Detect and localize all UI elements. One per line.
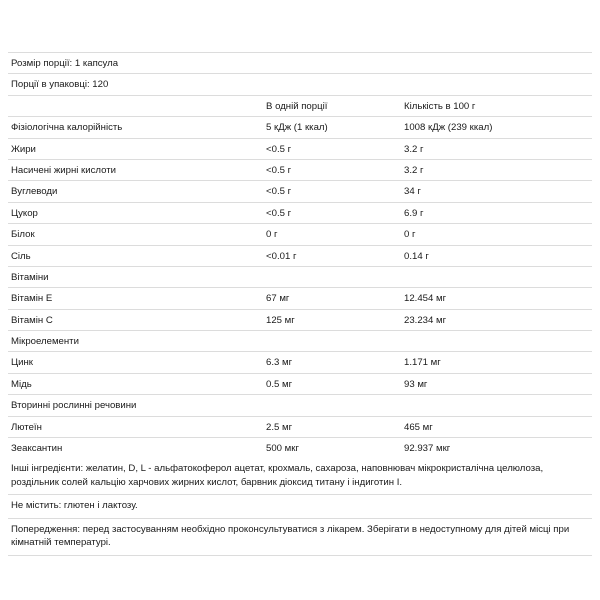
nutrient-name: Сіль — [11, 250, 31, 262]
table-row — [8, 309, 592, 330]
table-row — [8, 351, 592, 372]
per-serving-value: <0.5 г — [266, 207, 292, 219]
table-row — [8, 373, 592, 394]
per-100g-value: 1.171 мг — [404, 357, 441, 369]
table-row — [8, 394, 592, 415]
nutrient-name: Білок — [11, 229, 35, 241]
warning-note: Попередження: перед застосуванням необхідно проконсультуватися з лікарем. Зберігати в недоступному для дітей місці при кімнатній температурі. — [8, 519, 592, 556]
per-100g-value: 1008 кДж (239 ккал) — [404, 122, 493, 134]
nutrient-name: Вуглеводи — [11, 186, 58, 198]
nutrient-name: Мідь — [11, 378, 32, 390]
table-row — [8, 138, 592, 159]
per-100g-value: 465 мг — [404, 421, 433, 433]
nutrient-name: Цинк — [11, 357, 33, 369]
nutrient-name: Мікроелементи — [11, 336, 79, 348]
serving-size-text: Розмір порції: 1 капсула — [11, 58, 119, 69]
ingredients-note: Інші інгредієнти: желатин, D, L - альфатокоферол ацетат, крохмаль, сахароза, наповнювач мікрокристалічна целюлоза, роздільник солей кальцію харчових жирних кислот, барвник діоксид титану і індиготин I. — [8, 458, 592, 495]
per-serving-value: 5 кДж (1 ккал) — [266, 122, 328, 134]
per-100g-value: 93 мг — [404, 378, 428, 390]
nutrient-name: Фізіологічна калорійність — [11, 122, 123, 134]
nutrient-name: Вітамін С — [11, 314, 53, 326]
nutrient-name: Вторинні рослинні речовини — [11, 400, 137, 412]
table-row — [8, 223, 592, 244]
table-row — [8, 437, 592, 458]
nutrient-name: Вітаміни — [11, 271, 49, 283]
per-serving-value: 2.5 мг — [266, 421, 293, 433]
per-serving-value: 0 г — [266, 229, 278, 241]
column-header-row — [8, 95, 592, 116]
table-row — [8, 180, 592, 201]
per-100g-value: 12.454 мг — [404, 293, 447, 305]
per-100g-value: 0 г — [404, 229, 416, 241]
per-serving-value: 0.5 мг — [266, 378, 293, 390]
table-row — [8, 159, 592, 180]
per-serving-value: 6.3 мг — [266, 357, 293, 369]
table-row — [8, 202, 592, 223]
per-100g-value: 3.2 г — [404, 164, 424, 176]
per-100g-value: 92.937 мкг — [404, 443, 451, 455]
per-serving-value: <0.01 г — [266, 250, 297, 262]
per-serving-value: 67 мг — [266, 293, 290, 305]
per-100g-value: 34 г — [404, 186, 421, 198]
servings-per-pack-row — [8, 73, 592, 94]
table-row — [8, 287, 592, 308]
col-per-serving-header: В одній порції — [266, 100, 328, 112]
per-serving-value: 125 мг — [266, 314, 295, 326]
per-100g-value: 23.234 мг — [404, 314, 447, 326]
nutrient-name: Насичені жирні кислоти — [11, 164, 116, 176]
servings-per-pack-text: Порції в упаковці: 120 — [11, 79, 109, 91]
per-100g-value: 3.2 г — [404, 143, 424, 155]
nutrient-name: Лютеїн — [11, 421, 42, 433]
free-of-note: Не містить: глютен і лактозу. — [8, 495, 592, 519]
nutrient-name: Зеаксантин — [11, 443, 63, 455]
table-row — [8, 266, 592, 287]
col-per-100g-header: Кількість в 100 г — [404, 100, 476, 112]
nutrient-name: Вітамін Е — [11, 293, 53, 305]
per-serving-value: <0.5 г — [266, 164, 292, 176]
serving-size-row — [8, 52, 592, 73]
nutrient-rows — [8, 116, 592, 458]
table-row — [8, 416, 592, 437]
per-serving-value: 500 мкг — [266, 443, 299, 455]
per-serving-value: <0.5 г — [266, 186, 292, 198]
nutrient-name: Цукор — [11, 207, 38, 219]
nutrition-table — [8, 52, 592, 556]
per-100g-value: 6.9 г — [404, 207, 424, 219]
per-100g-value: 0.14 г — [404, 250, 429, 262]
nutrient-name: Жири — [11, 143, 36, 155]
table-row — [8, 245, 592, 266]
table-row — [8, 116, 592, 137]
table-row — [8, 330, 592, 351]
per-serving-value: <0.5 г — [266, 143, 292, 155]
